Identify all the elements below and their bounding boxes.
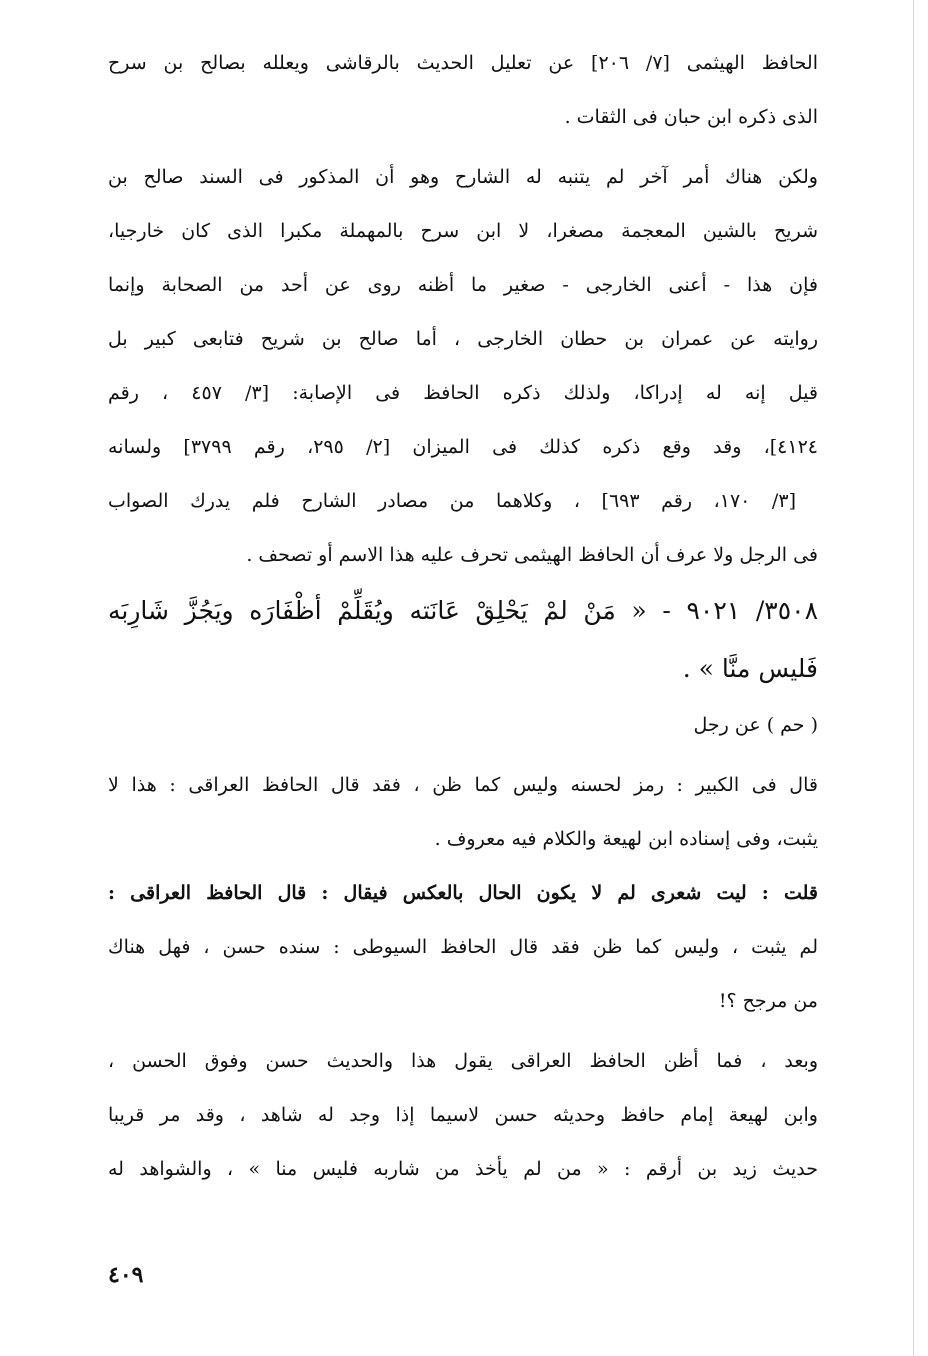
text-line: فإن هذا - أعنى الخارجى - صغير ما أظنه روى عن أحد من الصحابة وإنما [108,274,818,296]
text-line: شريح بالشين المعجمة مصغرا، لا ابن سرح بالمهملة مكبرا الذى كان خارجيا، [108,220,818,242]
text-line: قلت : ليت شعرى لم لا يكون الحال بالعكس فيقال : قال الحافظ العراقى : [108,882,818,904]
text-line: وبعد ، فما أظن الحافظ العراقى يقول هذا والحديث حسن وفوق الحسن ، [108,1050,818,1072]
text-line: من مرجح ؟! [718,990,818,1012]
page-edge-line [913,0,914,1356]
main-text [108,36,818,1196]
text-line: لم يثبت ، وليس كما ظن فقد قال الحافظ السيوطى : سنده حسن ، فهل هناك [108,936,818,958]
text-line: [٣/ ١٧٠، رقم ٦٩٣] ، وكلاهما من مصادر الشارح فلم يدرك الصواب [108,490,796,512]
text-line: وابن لهيعة إمام حافظ وحديثه حسن لاسيما إذا وجد له شاهد ، وقد مر قريبا [108,1104,818,1126]
hadith-text: فَليس منَّا » . [682,654,818,683]
text-line: حديث زيد بن أرقم : « من لم يأخذ من شاربه فليس منا » ، والشواهد له [108,1158,818,1180]
hadith-source: ( حم ) عن رجل [693,714,818,736]
page-number: ٤٠٩ [108,1262,144,1288]
text-line: قال فى الكبير : رمز لحسنه وليس كما ظن ، فقد قال الحافظ العراقى : هذا لا [108,774,818,796]
text-line: الحافظ الهيثمى [٧/ ٢٠٦] عن تعليل الحديث بالرقاشى ويعلله بصالح بن سرح [108,52,818,74]
text-line: الذى ذكره ابن حبان فى الثقات . [564,106,818,128]
text-line: فى الرجل ولا عرف أن الحافظ الهيثمى تحرف عليه هذا الاسم أو تصحف . [246,544,818,566]
text-line: روايته عن عمران بن حطان الخارجى ، أما صالح بن شريح فتابعى كبير بل [108,328,818,350]
text-line: يثبت، وفى إسناده ابن لهيعة والكلام فيه معروف . [434,828,818,850]
text-line: ولكن هناك أمر آخر لم يتنبه له الشارح وهو أن المذكور فى السند صالح بن [108,166,818,188]
text-line: قيل إنه له إدراكا، ولذلك ذكره الحافظ فى الإصابة: [٣/ ٤٥٧ ، رقم [108,382,818,404]
hadith-text: ٣٥٠٨/ ٩٠٢١ - « مَنْ لمْ يَحْلِقْ عَانَته ويُقَلِّمْ أظْفَارَه ويَجُزَّ شَارِبَه [108,596,818,625]
text-line: ٤١٢٤]، وقد وقع ذكره كذلك فى الميزان [٢/ ٢٩٥، رقم ٣٧٩٩] ولسانه [108,436,818,458]
